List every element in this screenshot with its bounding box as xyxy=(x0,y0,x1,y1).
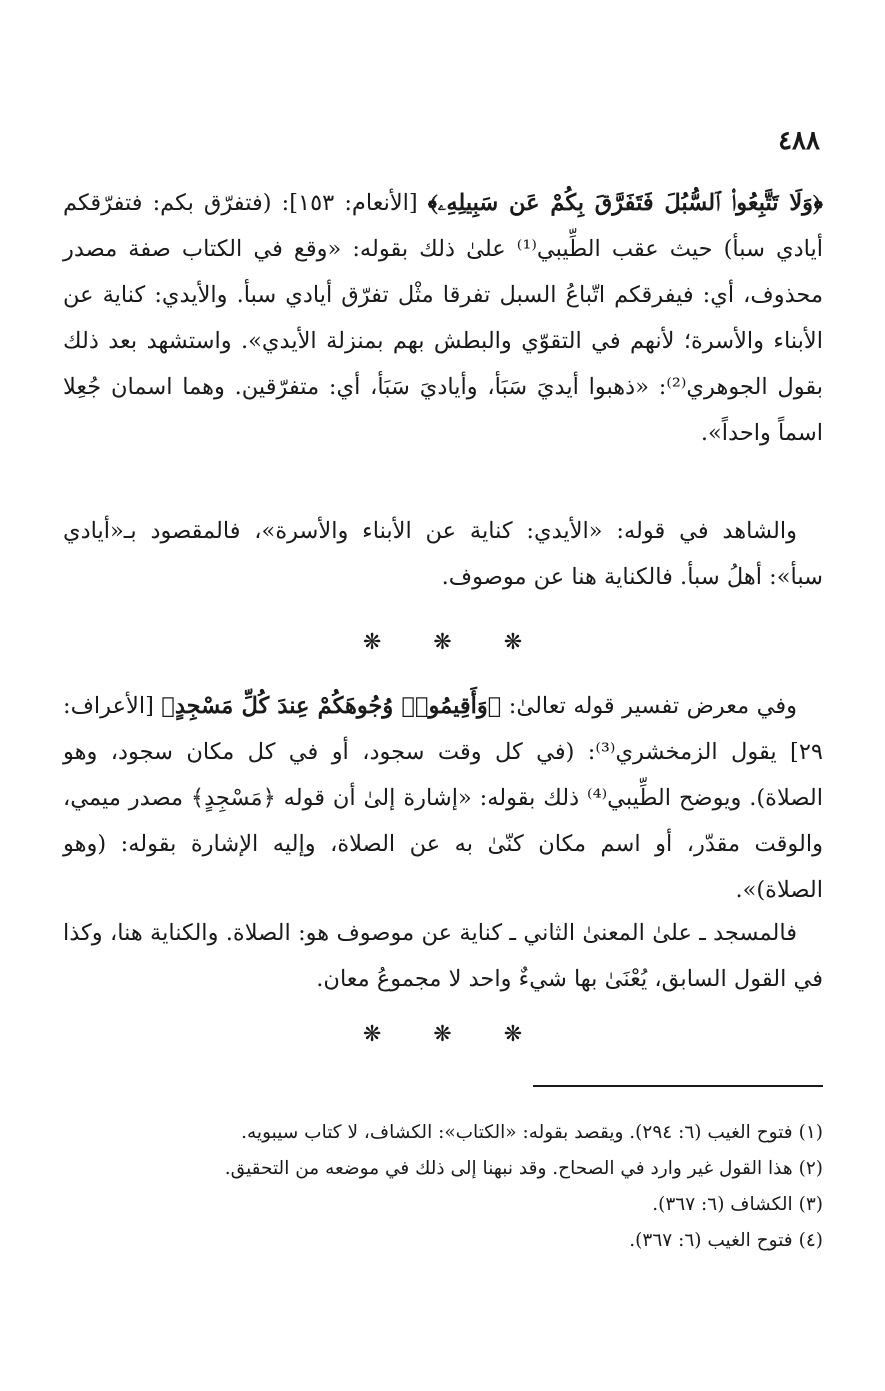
quran-verse-anam: ﴿وَلَا تَتَّبِعُوا۟ ٱلسُّبُلَ فَتَفَرَّقَ بِكُمْ عَن سَبِيلِهِۦ﴾ xyxy=(427,190,823,216)
asterism-mark: ❋ xyxy=(362,1022,382,1047)
footnote-label: (٣) xyxy=(798,1194,823,1215)
paragraph-group-1 xyxy=(63,180,823,456)
footnote-label: (١) xyxy=(798,1122,823,1143)
page-number: ٤٨٨ xyxy=(778,126,820,156)
footnote-1 xyxy=(63,1115,823,1151)
paragraph-3 xyxy=(63,683,823,913)
asterism-mark: ❋ xyxy=(503,1022,523,1047)
footnote-label: (٢) xyxy=(798,1158,823,1179)
asterism-mark: ❋ xyxy=(433,1022,452,1047)
asterism-mark: ❋ xyxy=(433,630,452,655)
section-separator-1 xyxy=(0,630,885,655)
footnote-label: (٤) xyxy=(798,1230,823,1251)
footnote-4 xyxy=(63,1223,823,1259)
paragraph-3-intro: وفي معرض تفسير قوله تعالىٰ: xyxy=(501,693,797,719)
paragraph-1 xyxy=(63,180,823,456)
footnote-text: فتوح الغيب (٦: ٢٩٤). ويقصد بقوله: «الكتاب»: الكشاف، لا كتاب سيبويه. xyxy=(241,1122,793,1143)
footnote-text: هذا القول غير وارد في الصحاح. وقد نبهنا إلى ذلك في موضعه من التحقيق. xyxy=(224,1158,793,1179)
footnote-text: الكشاف (٦: ٣٦٧). xyxy=(652,1194,793,1215)
asterism-mark: ❋ xyxy=(503,630,523,655)
section-separator-2 xyxy=(0,1022,885,1047)
footnote-2 xyxy=(63,1151,823,1187)
paragraph-group-3 xyxy=(63,683,823,913)
quran-verse-araf: ﴿وَأَقِيمُوا۟ وُجُوهَكُمْ عِندَ كُلِّ مَسْجِدٍ﴾ xyxy=(161,693,502,719)
paragraph-group-4 xyxy=(63,910,823,1002)
footnote-rule xyxy=(533,1085,823,1087)
paragraph-3-text: [الأعراف: ٢٩] يقول الزمخشري⁽³⁾: (في كل وقت سجود، أو في كل مكان سجود، وهو الصلاة). ويوضح الطِّيبي⁽⁴⁾ ذلك بقوله: «إشارة إلىٰ أن قوله ﴿مَسْجِدٍ﴾ مصدر ميمي، والوقت مقدّر، أو اسم مكان كنّىٰ به عن الصلاة، وإليه الإشارة بقوله: (وهو الصلاة)». xyxy=(63,693,823,903)
paragraph-2: والشاهد في قوله: «الأيدي: كناية عن الأبناء والأسرة»، فالمقصود بـ«أيادي سبأ»: أهلُ سبأ. فالكناية هنا عن موصوف. xyxy=(63,518,823,590)
paragraph-1-text: [الأنعام: ١٥٣]: (فتفرّق بكم: فتفرّقكم أيادي سبأ) حيث عقب الطِّيبي⁽¹⁾ علىٰ ذلك بقوله: «وقع في الكتاب صفة مصدر محذوف، أي: فيفرقكم اتّباعُ السبل تفرقا مثْل تفرّق أيادي سبأ. والأيدي: كناية عن الأبناء والأسرة؛ لأنهم في التقوّي والبطش بهم بمنزلة الأيدي». واستشهد بعد ذلك بقول الجوهري⁽²⁾: «ذهبوا أيديَ سَبَأ، وأياديَ سَبَأ، أي: متفرّقين. وهما اسمان جُعِلا اسماً واحداً». xyxy=(63,190,823,446)
paragraph-group-2 xyxy=(63,508,823,600)
footnote-3 xyxy=(63,1187,823,1223)
footnotes xyxy=(63,1115,823,1259)
paragraph-4: فالمسجد ـ علىٰ المعنىٰ الثاني ـ كناية عن موصوف هو: الصلاة. والكناية هنا، وكذا في القول السابق، يُعْنَىٰ بها شيءٌ واحد لا مجموعُ معان. xyxy=(63,920,823,992)
asterism-mark: ❋ xyxy=(362,630,382,655)
footnote-text: فتوح الغيب (٦: ٣٦٧). xyxy=(629,1230,793,1251)
